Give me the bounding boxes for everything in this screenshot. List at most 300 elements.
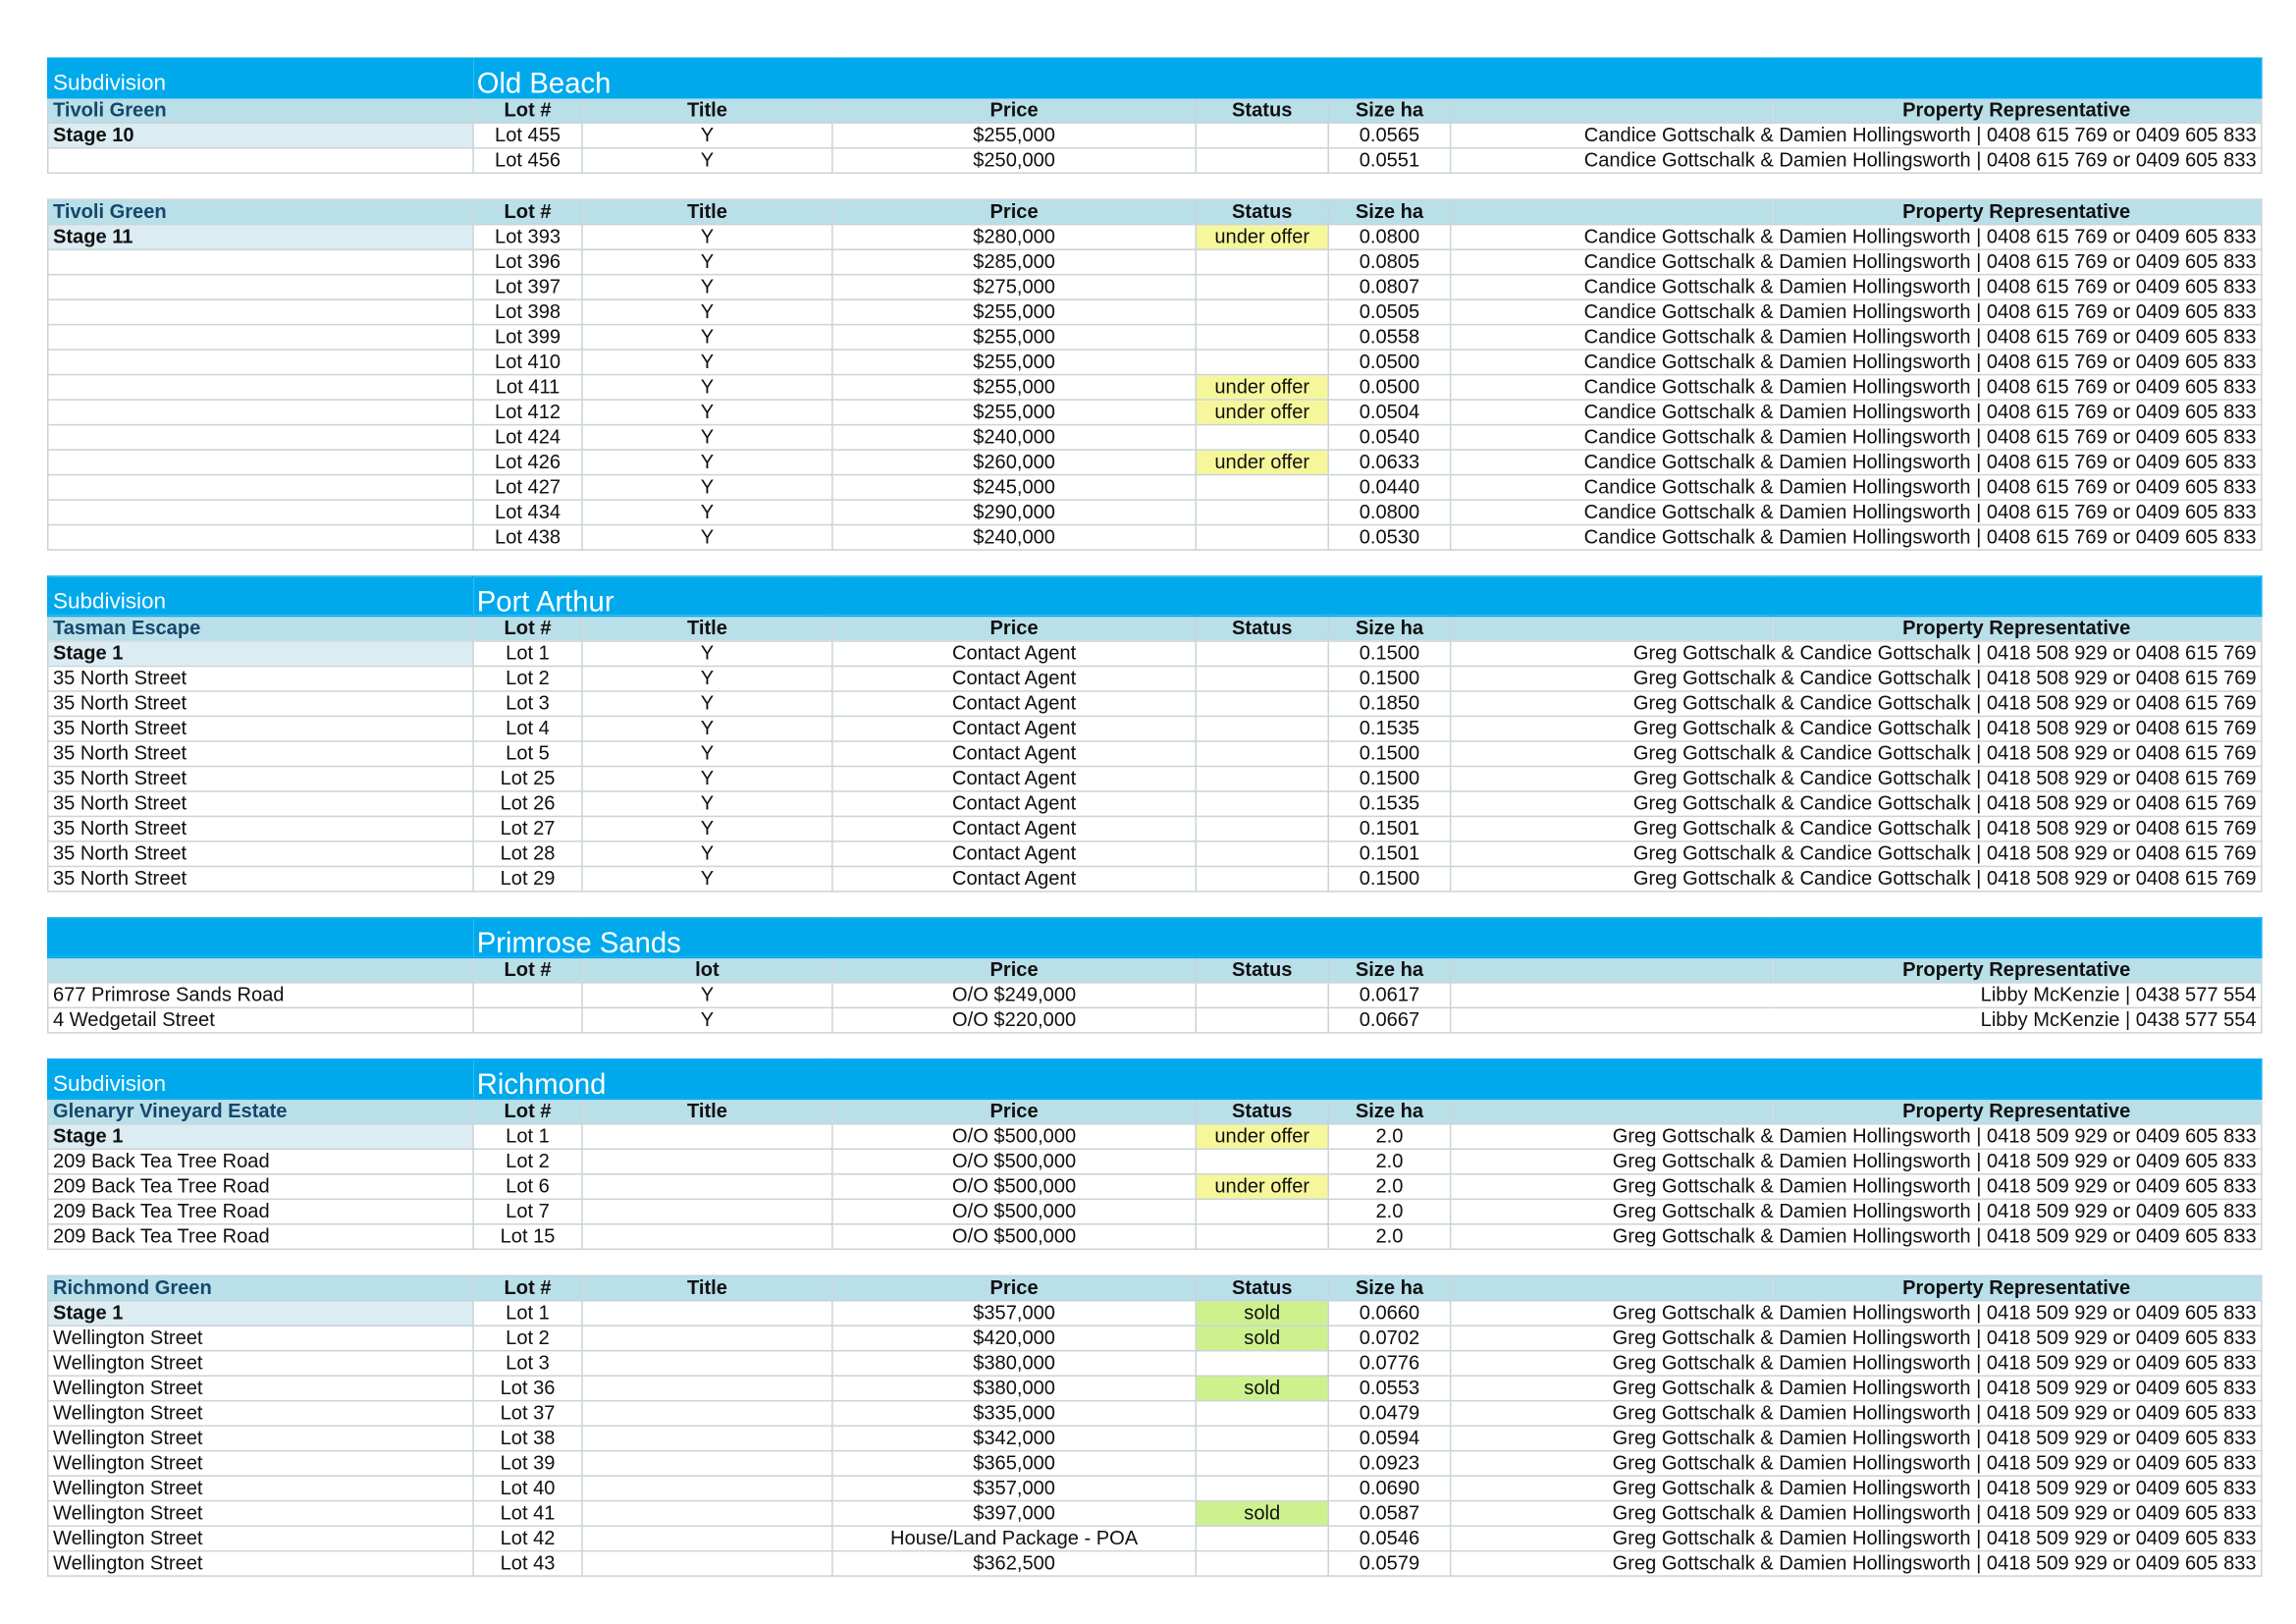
price-value: $285,000 (832, 249, 1196, 274)
col-status-header: Status (1196, 957, 1328, 982)
property-representative: Candice Gottschalk & Damien Hollingsworth | 0408 615 769 or 0409 605 833 (1451, 525, 2262, 550)
property-representative: Greg Gottschalk & Damien Hollingsworth | 0418 509 929 or 0409 605 833 (1451, 1199, 2262, 1223)
property-representative: Candice Gottschalk & Damien Hollingsworth | 0408 615 769 or 0409 605 833 (1451, 375, 2262, 400)
listings-sheet (47, 57, 2261, 1576)
table-row (48, 450, 2262, 474)
col-status-header: Status (1196, 616, 1328, 640)
price-value: Contact Agent (832, 741, 1196, 766)
address-label (48, 500, 473, 524)
status-badge (1196, 866, 1328, 891)
title-flag (582, 1124, 832, 1149)
address-label (48, 299, 473, 324)
property-representative: Greg Gottschalk & Damien Hollingsworth | 0418 509 929 or 0409 605 833 (1451, 1174, 2262, 1199)
property-representative: Libby McKenzie | 0438 577 554 (1451, 983, 2262, 1007)
lot-number: Lot 27 (473, 816, 582, 840)
stage-label: Stage 1 (48, 1124, 473, 1149)
price-value: $280,000 (832, 225, 1196, 249)
title-flag: Y (582, 425, 832, 450)
stage-label: Stage 1 (48, 1301, 473, 1326)
status-badge (1196, 148, 1328, 173)
price-value: $362,500 (832, 1551, 1196, 1576)
col-blank-header (1451, 98, 1772, 123)
property-representative: Greg Gottschalk & Candice Gottschalk | 0418 508 929 or 0408 615 769 (1451, 791, 2262, 816)
location-title: Port Arthur (473, 576, 2262, 616)
col-rep-header: Property Representative (1772, 199, 2262, 224)
location-title: Richmond (473, 1059, 2262, 1099)
size-ha: 0.1850 (1328, 691, 1450, 716)
price-value: $365,000 (832, 1451, 1196, 1476)
size-ha: 0.1501 (1328, 816, 1450, 840)
property-representative: Greg Gottschalk & Damien Hollingsworth | 0418 509 929 or 0409 605 833 (1451, 1476, 2262, 1500)
status-badge: under offer (1196, 1124, 1328, 1149)
property-representative: Candice Gottschalk & Damien Hollingsworth | 0408 615 769 or 0409 605 833 (1451, 249, 2262, 274)
title-flag: Y (582, 275, 832, 299)
property-representative: Candice Gottschalk & Damien Hollingsworth | 0408 615 769 or 0409 605 833 (1451, 500, 2262, 524)
size-ha: 0.0530 (1328, 525, 1450, 550)
table-row (48, 1551, 2262, 1576)
location-title: Old Beach (473, 58, 2262, 97)
table-row (48, 1174, 2262, 1199)
col-blank-header (1451, 199, 1772, 224)
title-flag: Y (582, 325, 832, 350)
col-size-header: Size ha (1328, 98, 1450, 123)
lot-number: Lot 438 (473, 525, 582, 550)
table-row (48, 641, 2262, 666)
title-flag (582, 1149, 832, 1173)
listing-table (47, 575, 2263, 892)
title-flag: Y (582, 983, 832, 1007)
lot-number: Lot 7 (473, 1199, 582, 1223)
property-representative: Candice Gottschalk & Damien Hollingsworth | 0408 615 769 or 0409 605 833 (1451, 275, 2262, 299)
size-ha: 2.0 (1328, 1224, 1450, 1249)
col-title-header: Title (582, 1275, 832, 1300)
col-rep-header: Property Representative (1772, 616, 2262, 640)
column-header-row (48, 957, 2262, 982)
size-ha: 0.1535 (1328, 791, 1450, 816)
size-ha: 0.0553 (1328, 1376, 1450, 1400)
price-value: $357,000 (832, 1476, 1196, 1500)
size-ha: 0.0440 (1328, 475, 1450, 500)
address-label: 35 North Street (48, 666, 473, 690)
status-badge (1196, 1551, 1328, 1576)
address-label: 209 Back Tea Tree Road (48, 1174, 473, 1199)
status-badge (1196, 641, 1328, 666)
subdivision-title-row (48, 1059, 2262, 1099)
subdivision-title-row (48, 576, 2262, 616)
table-row (48, 841, 2262, 866)
size-ha: 0.0594 (1328, 1426, 1450, 1450)
table-row (48, 1351, 2262, 1376)
lot-number: Lot 399 (473, 325, 582, 350)
table-row (48, 1426, 2262, 1450)
table-row (48, 866, 2262, 891)
lot-number (473, 983, 582, 1007)
title-flag: Y (582, 716, 832, 740)
column-header-row (48, 616, 2262, 640)
price-value: $255,000 (832, 400, 1196, 424)
price-value: $255,000 (832, 350, 1196, 374)
address-label: Wellington Street (48, 1451, 473, 1476)
property-representative: Greg Gottschalk & Damien Hollingsworth | 0418 509 929 or 0409 605 833 (1451, 1149, 2262, 1173)
address-label: 209 Back Tea Tree Road (48, 1199, 473, 1223)
lot-number: Lot 2 (473, 1326, 582, 1350)
col-price-header: Price (832, 957, 1196, 982)
lot-number: Lot 2 (473, 666, 582, 690)
title-flag: Y (582, 666, 832, 690)
section-spacer (47, 174, 2261, 198)
title-flag (582, 1326, 832, 1350)
col-rep-header: Property Representative (1772, 957, 2262, 982)
price-value: Contact Agent (832, 816, 1196, 840)
status-badge (1196, 1351, 1328, 1376)
address-label: Wellington Street (48, 1476, 473, 1500)
title-flag (582, 1551, 832, 1576)
status-badge (1196, 500, 1328, 524)
size-ha: 0.0504 (1328, 400, 1450, 424)
lot-number: Lot 424 (473, 425, 582, 450)
lot-number: Lot 397 (473, 275, 582, 299)
price-value: Contact Agent (832, 666, 1196, 690)
title-flag (582, 1401, 832, 1426)
address-label (48, 375, 473, 400)
title-flag: Y (582, 691, 832, 716)
subdivision-title-row (48, 58, 2262, 97)
lot-number: Lot 6 (473, 1174, 582, 1199)
table-row (48, 350, 2262, 374)
title-flag (582, 1199, 832, 1223)
property-representative: Candice Gottschalk & Damien Hollingsworth | 0408 615 769 or 0409 605 833 (1451, 148, 2262, 173)
lot-number: Lot 2 (473, 1149, 582, 1173)
price-value: $240,000 (832, 425, 1196, 450)
price-value: Contact Agent (832, 866, 1196, 891)
size-ha: 0.0660 (1328, 1301, 1450, 1326)
size-ha: 0.0776 (1328, 1351, 1450, 1376)
table-row (48, 400, 2262, 424)
col-status-header: Status (1196, 1275, 1328, 1300)
status-badge (1196, 525, 1328, 550)
col-lot-header: Lot # (473, 98, 582, 123)
title-flag: Y (582, 123, 832, 147)
status-badge: under offer (1196, 1174, 1328, 1199)
location-title: Primrose Sands (473, 918, 2262, 957)
property-representative: Greg Gottschalk & Candice Gottschalk | 0418 508 929 or 0408 615 769 (1451, 666, 2262, 690)
status-badge: under offer (1196, 450, 1328, 474)
table-row (48, 691, 2262, 716)
title-flag (582, 1526, 832, 1550)
status-badge (1196, 1401, 1328, 1426)
price-value: O/O $500,000 (832, 1199, 1196, 1223)
address-label (48, 249, 473, 274)
property-representative: Libby McKenzie | 0438 577 554 (1451, 1007, 2262, 1032)
estate-name: Tivoli Green (48, 199, 473, 224)
col-status-header: Status (1196, 199, 1328, 224)
address-label: Wellington Street (48, 1501, 473, 1526)
table-row (48, 500, 2262, 524)
address-label (48, 425, 473, 450)
status-badge (1196, 1526, 1328, 1550)
property-representative: Greg Gottschalk & Damien Hollingsworth | 0418 509 929 or 0409 605 833 (1451, 1551, 2262, 1576)
status-badge (1196, 716, 1328, 740)
title-flag: Y (582, 400, 832, 424)
address-label: 35 North Street (48, 741, 473, 766)
property-representative: Candice Gottschalk & Damien Hollingsworth | 0408 615 769 or 0409 605 833 (1451, 350, 2262, 374)
table-row (48, 1199, 2262, 1223)
column-header-row (48, 1275, 2262, 1300)
status-badge (1196, 766, 1328, 790)
table-row (48, 1007, 2262, 1032)
size-ha: 0.0667 (1328, 1007, 1450, 1032)
price-value: $245,000 (832, 475, 1196, 500)
status-badge (1196, 1451, 1328, 1476)
address-label (48, 148, 473, 173)
title-flag: Y (582, 475, 832, 500)
table-row (48, 1401, 2262, 1426)
title-flag: Y (582, 299, 832, 324)
size-ha: 2.0 (1328, 1174, 1450, 1199)
col-size-header: Size ha (1328, 616, 1450, 640)
status-badge: under offer (1196, 375, 1328, 400)
size-ha: 2.0 (1328, 1149, 1450, 1173)
size-ha: 0.0551 (1328, 148, 1450, 173)
col-lot-header: Lot # (473, 1275, 582, 1300)
size-ha: 0.0505 (1328, 299, 1450, 324)
title-flag: Y (582, 741, 832, 766)
col-title-header: Title (582, 98, 832, 123)
col-price-header: Price (832, 199, 1196, 224)
lot-number: Lot 426 (473, 450, 582, 474)
status-badge (1196, 816, 1328, 840)
lot-number: Lot 456 (473, 148, 582, 173)
address-label (48, 275, 473, 299)
lot-number: Lot 393 (473, 225, 582, 249)
title-flag: Y (582, 841, 832, 866)
price-value: $255,000 (832, 299, 1196, 324)
address-label: Wellington Street (48, 1426, 473, 1450)
title-flag: Y (582, 148, 832, 173)
table-row (48, 791, 2262, 816)
table-row (48, 475, 2262, 500)
price-value: O/O $249,000 (832, 983, 1196, 1007)
status-badge (1196, 983, 1328, 1007)
col-blank-header (1451, 616, 1772, 640)
table-row (48, 249, 2262, 274)
lot-number: Lot 42 (473, 1526, 582, 1550)
col-size-header: Size ha (1328, 957, 1450, 982)
address-label: 677 Primrose Sands Road (48, 983, 473, 1007)
property-representative: Greg Gottschalk & Candice Gottschalk | 0418 508 929 or 0408 615 769 (1451, 766, 2262, 790)
lot-number: Lot 25 (473, 766, 582, 790)
column-header-row (48, 1099, 2262, 1123)
status-badge: sold (1196, 1326, 1328, 1350)
property-representative: Greg Gottschalk & Damien Hollingsworth | 0418 509 929 or 0409 605 833 (1451, 1526, 2262, 1550)
size-ha: 0.0546 (1328, 1526, 1450, 1550)
price-value: Contact Agent (832, 766, 1196, 790)
table-row (48, 1124, 2262, 1149)
status-badge (1196, 123, 1328, 147)
address-label: Wellington Street (48, 1551, 473, 1576)
title-flag (582, 1174, 832, 1199)
address-label: 35 North Street (48, 816, 473, 840)
listing-table (47, 1274, 2263, 1576)
col-blank-header (1451, 1275, 1772, 1300)
lot-number: Lot 396 (473, 249, 582, 274)
address-label (48, 350, 473, 374)
section-primrose-sands (47, 917, 2261, 1058)
price-value: $380,000 (832, 1351, 1196, 1376)
size-ha: 0.0587 (1328, 1501, 1450, 1526)
title-flag: Y (582, 641, 832, 666)
address-label: Wellington Street (48, 1351, 473, 1376)
table-row (48, 766, 2262, 790)
status-badge (1196, 425, 1328, 450)
col-title-header: Title (582, 199, 832, 224)
col-size-header: Size ha (1328, 199, 1450, 224)
table-row (48, 299, 2262, 324)
address-label: 4 Wedgetail Street (48, 1007, 473, 1032)
col-price-header: Price (832, 1099, 1196, 1123)
address-label: Wellington Street (48, 1526, 473, 1550)
title-flag: Y (582, 816, 832, 840)
size-ha: 0.0690 (1328, 1476, 1450, 1500)
title-flag: Y (582, 866, 832, 891)
lot-number: Lot 1 (473, 1124, 582, 1149)
price-value: Contact Agent (832, 791, 1196, 816)
size-ha: 0.0807 (1328, 275, 1450, 299)
lot-number: Lot 412 (473, 400, 582, 424)
price-value: $335,000 (832, 1401, 1196, 1426)
address-label: 35 North Street (48, 866, 473, 891)
size-ha: 0.1535 (1328, 716, 1450, 740)
table-row (48, 983, 2262, 1007)
title-flag: Y (582, 450, 832, 474)
status-badge (1196, 841, 1328, 866)
col-price-header: Price (832, 1275, 1196, 1300)
listing-table (47, 917, 2263, 1033)
lot-number: Lot 3 (473, 691, 582, 716)
lot-number: Lot 40 (473, 1476, 582, 1500)
address-label: Wellington Street (48, 1376, 473, 1400)
lot-number: Lot 43 (473, 1551, 582, 1576)
address-label: Wellington Street (48, 1326, 473, 1350)
status-badge (1196, 666, 1328, 690)
title-flag: Y (582, 500, 832, 524)
col-lot-header: Lot # (473, 1099, 582, 1123)
table-row (48, 1326, 2262, 1350)
price-value: $290,000 (832, 500, 1196, 524)
price-value: $397,000 (832, 1501, 1196, 1526)
title-flag (582, 1451, 832, 1476)
status-badge (1196, 1149, 1328, 1173)
lot-number: Lot 3 (473, 1351, 582, 1376)
title-flag: Y (582, 225, 832, 249)
property-representative: Candice Gottschalk & Damien Hollingsworth | 0408 615 769 or 0409 605 833 (1451, 425, 2262, 450)
address-label: Wellington Street (48, 1401, 473, 1426)
property-representative: Candice Gottschalk & Damien Hollingsworth | 0408 615 769 or 0409 605 833 (1451, 400, 2262, 424)
size-ha: 0.0579 (1328, 1551, 1450, 1576)
subdivision-label: Subdivision (48, 1059, 473, 1099)
col-rep-header: Property Representative (1772, 1275, 2262, 1300)
price-value: Contact Agent (832, 691, 1196, 716)
address-label: 35 North Street (48, 691, 473, 716)
address-label: 35 North Street (48, 716, 473, 740)
status-badge (1196, 741, 1328, 766)
price-value: House/Land Package - POA (832, 1526, 1196, 1550)
size-ha: 0.1501 (1328, 841, 1450, 866)
table-row (48, 741, 2262, 766)
listing-table (47, 1058, 2263, 1250)
address-label (48, 450, 473, 474)
size-ha: 0.1500 (1328, 641, 1450, 666)
lot-number: Lot 41 (473, 1501, 582, 1526)
size-ha: 0.1500 (1328, 766, 1450, 790)
property-representative: Greg Gottschalk & Damien Hollingsworth | 0418 509 929 or 0409 605 833 (1451, 1224, 2262, 1249)
subdivision-label: Subdivision (48, 576, 473, 616)
size-ha: 0.1500 (1328, 866, 1450, 891)
status-badge (1196, 475, 1328, 500)
stage-label: Stage 11 (48, 225, 473, 249)
property-representative: Candice Gottschalk & Damien Hollingsworth | 0408 615 769 or 0409 605 833 (1451, 475, 2262, 500)
status-badge (1196, 299, 1328, 324)
property-representative: Greg Gottschalk & Candice Gottschalk | 0418 508 929 or 0408 615 769 (1451, 716, 2262, 740)
title-flag: Y (582, 525, 832, 550)
section-port-arthur (47, 575, 2261, 917)
lot-number: Lot 15 (473, 1224, 582, 1249)
lot-number: Lot 398 (473, 299, 582, 324)
property-representative: Greg Gottschalk & Damien Hollingsworth | 0418 509 929 or 0409 605 833 (1451, 1124, 2262, 1149)
status-badge (1196, 1199, 1328, 1223)
table-row (48, 666, 2262, 690)
col-blank-header (1451, 957, 1772, 982)
status-badge (1196, 1476, 1328, 1500)
price-value: O/O $500,000 (832, 1224, 1196, 1249)
price-value: $342,000 (832, 1426, 1196, 1450)
status-badge: under offer (1196, 400, 1328, 424)
status-badge (1196, 1224, 1328, 1249)
status-badge (1196, 249, 1328, 274)
col-status-header: Status (1196, 98, 1328, 123)
size-ha: 0.0805 (1328, 249, 1450, 274)
property-representative: Greg Gottschalk & Damien Hollingsworth | 0418 509 929 or 0409 605 833 (1451, 1376, 2262, 1400)
size-ha: 0.0540 (1328, 425, 1450, 450)
price-value: $255,000 (832, 325, 1196, 350)
title-flag (582, 1426, 832, 1450)
subdivision-label (48, 918, 473, 957)
col-rep-header: Property Representative (1772, 1099, 2262, 1123)
address-label (48, 325, 473, 350)
lot-number: Lot 38 (473, 1426, 582, 1450)
section-spacer (47, 551, 2261, 575)
lot-number: Lot 5 (473, 741, 582, 766)
section-richmond (47, 1058, 2261, 1577)
column-header-row (48, 199, 2262, 224)
size-ha: 0.0500 (1328, 350, 1450, 374)
table-row (48, 1526, 2262, 1550)
table-row (48, 716, 2262, 740)
address-label (48, 400, 473, 424)
price-value: Contact Agent (832, 841, 1196, 866)
status-badge (1196, 325, 1328, 350)
title-flag (582, 1501, 832, 1526)
title-flag: Y (582, 249, 832, 274)
price-value: $255,000 (832, 123, 1196, 147)
col-price-header: Price (832, 98, 1196, 123)
property-representative: Greg Gottschalk & Candice Gottschalk | 0418 508 929 or 0408 615 769 (1451, 691, 2262, 716)
estate-name: Tivoli Green (48, 98, 473, 123)
property-representative: Greg Gottschalk & Damien Hollingsworth | 0418 509 929 or 0409 605 833 (1451, 1401, 2262, 1426)
size-ha: 0.0923 (1328, 1451, 1450, 1476)
column-header-row (48, 98, 2262, 123)
section-spacer (47, 893, 2261, 917)
